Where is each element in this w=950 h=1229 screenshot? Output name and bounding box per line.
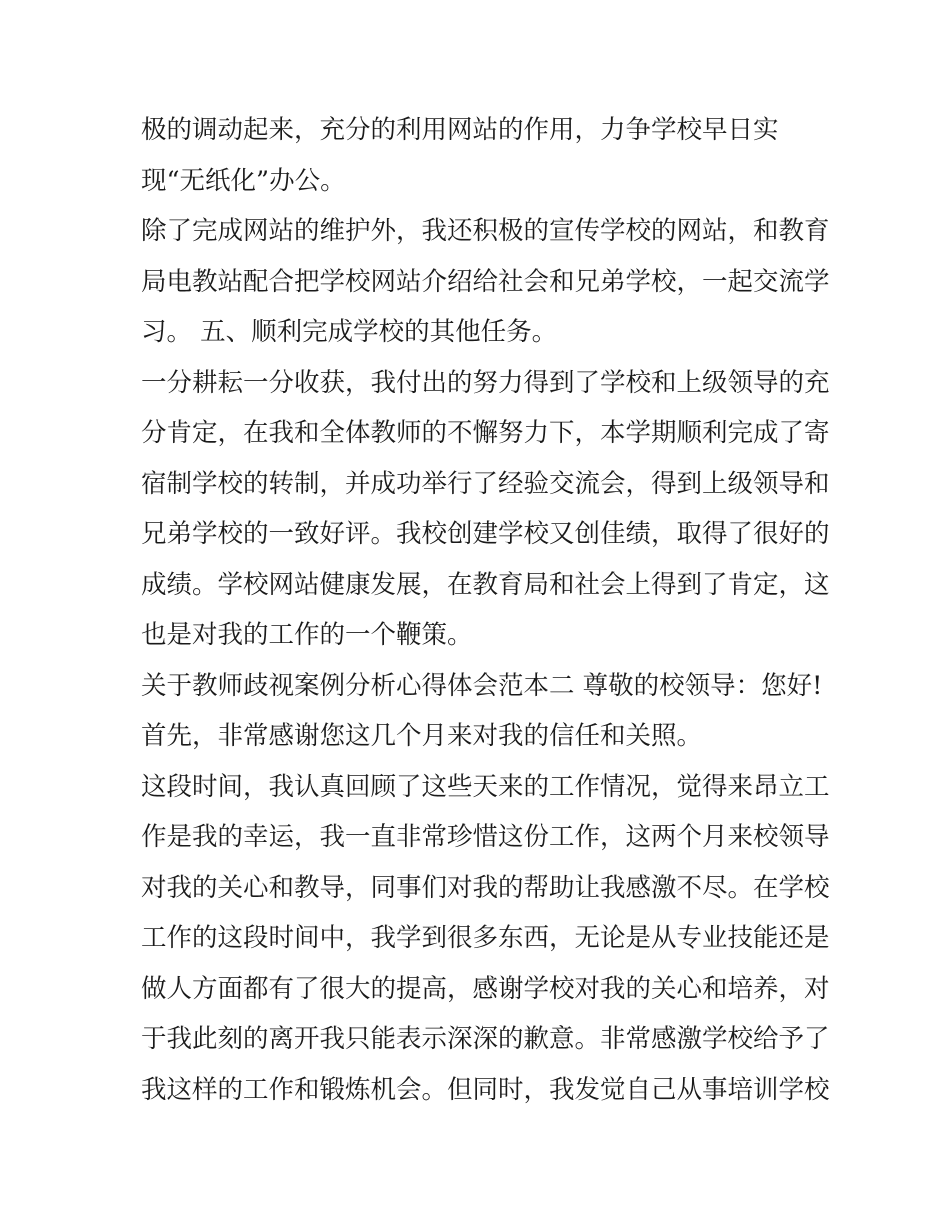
text-line: 宿制学校的转制，并成功举行了经验交流会，得到上级领导和 <box>141 468 830 499</box>
text-line: 局电教站配合把学校网站介绍给社会和兄弟学校，一起交流学 <box>141 266 830 297</box>
text-line: 也是对我的工作的一个鞭策。 <box>141 620 473 650</box>
text-line: 极的调动起来，充分的利用网站的作用，力争学校早日实 <box>141 115 779 145</box>
text-line: 现“无纸化”办公。 <box>141 165 346 196</box>
text-line: 习。 五、顺利完成学校的其他任务。 <box>141 317 558 347</box>
text-line: 分肯定，在我和全体教师的不懈努力下，本学期顺利完成了寄 <box>141 418 830 448</box>
text-line: 这段时间，我认真回顾了这些天来的工作情况，觉得来昂立工 <box>141 771 830 802</box>
text-line: 工作的这段时间中，我学到很多东西，无论是从专业技能还是 <box>141 923 830 953</box>
text-line: 于我此刻的离开我只能表示深深的歉意。非常感激学校给予了 <box>141 1024 830 1054</box>
text-line: 一分耕耘一分收获，我付出的努力得到了学校和上级领导的充 <box>141 367 830 398</box>
document-page <box>141 105 831 1115</box>
text-line: 我这样的工作和锻炼机会。但同时，我发觉自己从事培训学校 <box>141 1074 830 1105</box>
text-line: 除了完成网站的维护外，我还积极的宣传学校的网站，和教育 <box>141 216 830 246</box>
text-line: 做人方面都有了很大的提高，感谢学校对我的关心和培养，对 <box>141 973 830 1004</box>
text-line: 对我的关心和教导，同事们对我的帮助让我感激不尽。在学校 <box>141 872 830 903</box>
text-line: 首先，非常感谢您这几个月来对我的信任和关照。 <box>141 721 703 751</box>
section-heading-line: 关于教师歧视案例分析心得体会范本二 尊敬的校领导：您好! <box>141 670 823 701</box>
text-line: 兄弟学校的一致好评。我校创建学校又创佳绩，取得了很好的 <box>141 519 830 549</box>
text-line: 成绩。学校网站健康发展，在教育局和社会上得到了肯定，这 <box>141 569 830 600</box>
text-line: 作是我的幸运，我一直非常珍惜这份工作，这两个月来校领导 <box>141 822 830 852</box>
